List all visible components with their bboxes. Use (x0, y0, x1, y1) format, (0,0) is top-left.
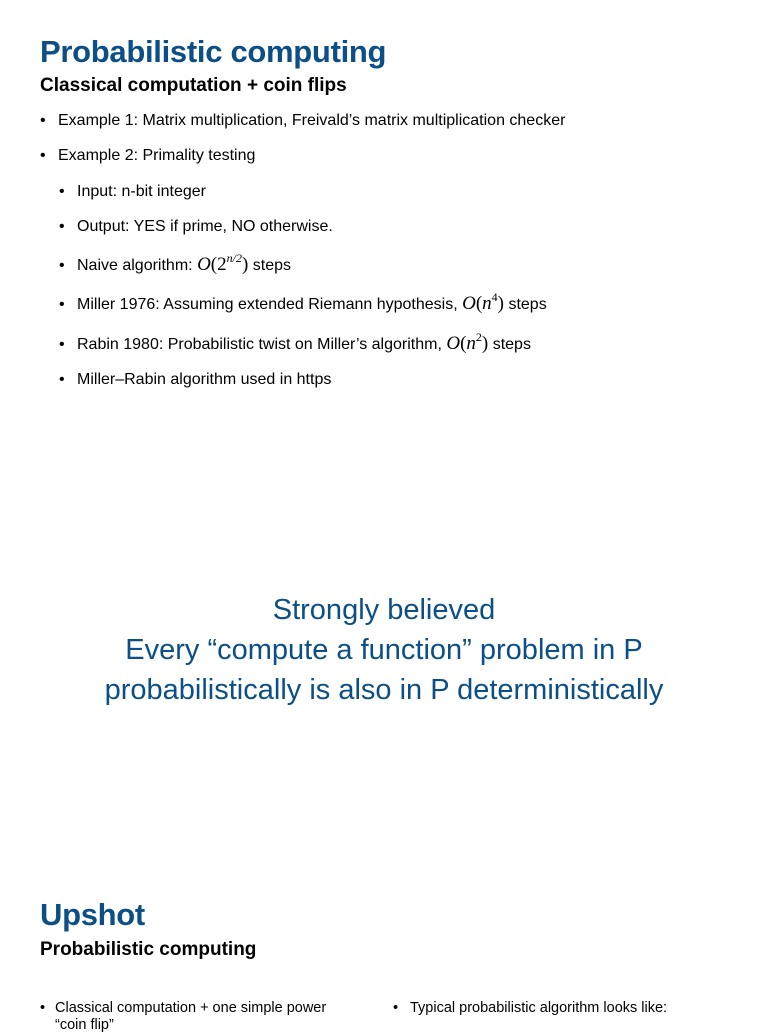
bullet-text: Miller 1976: Assuming extended Riemann hypothesis, (77, 296, 458, 313)
bullet-text-after: steps (492, 336, 531, 353)
bullet-icon: • (40, 1000, 46, 1016)
list-item (59, 182, 206, 202)
list-item (59, 251, 291, 276)
bullet-icon: • (59, 371, 65, 388)
upshot-subtitle: Probabilistic computing (40, 939, 257, 960)
bullet-text: Example 2: Primality testing (58, 147, 256, 164)
bullet-icon: • (393, 1000, 399, 1016)
bullet-text: Output: YES if prime, NO otherwise. (77, 218, 333, 235)
list-item-continuation: “coin flip” (55, 1017, 114, 1033)
bullet-icon: • (59, 336, 65, 353)
list-item (40, 146, 255, 166)
list-item (40, 999, 326, 1017)
math-formula: $O(n^4)$ (462, 290, 504, 314)
slide-subtitle: Classical computation + coin flips (40, 75, 347, 96)
bullet-text-after: steps (252, 257, 291, 274)
statement-line: Strongly believed (272, 594, 496, 626)
list-item (59, 370, 331, 390)
key-statement (0, 590, 768, 710)
bullet-icon: • (59, 257, 65, 274)
bullet-text: Miller–Rabin algorithm used in https (77, 371, 332, 388)
list-item (40, 111, 565, 131)
bullet-icon: • (59, 183, 65, 200)
bullet-text: Naive algorithm: (77, 257, 193, 274)
bullet-text: Typical probabilistic algorithm looks like: (410, 1000, 668, 1016)
bullet-icon: • (40, 112, 46, 129)
bullet-text: Example 1: Matrix multiplication, Freivald’s matrix multiplication checker (58, 112, 566, 129)
bullet-icon: • (59, 218, 65, 235)
bullet-icon: • (59, 296, 65, 313)
bullet-text: Rabin 1980: Probabilistic twist on Miller’s algorithm, (77, 336, 442, 353)
bullet-text-after: steps (508, 296, 547, 313)
statement-line: Every “compute a function” problem in P (125, 634, 643, 666)
math-formula: $O(n^2)$ (446, 330, 489, 354)
list-item (59, 290, 547, 315)
list-item (59, 330, 531, 355)
upshot-title: Upshot (40, 897, 145, 932)
bullet-text: Input: n-bit integer (77, 183, 206, 200)
math-formula: $O(2^{n/2})$ (197, 251, 249, 275)
slide-title: Probabilistic computing (40, 34, 387, 69)
list-item (59, 217, 333, 237)
bullet-icon: • (40, 147, 46, 164)
statement-line: probabilistically is also in P deterministically (104, 674, 664, 706)
bullet-text: Classical computation + one simple power (55, 1000, 327, 1016)
list-item (393, 999, 667, 1017)
